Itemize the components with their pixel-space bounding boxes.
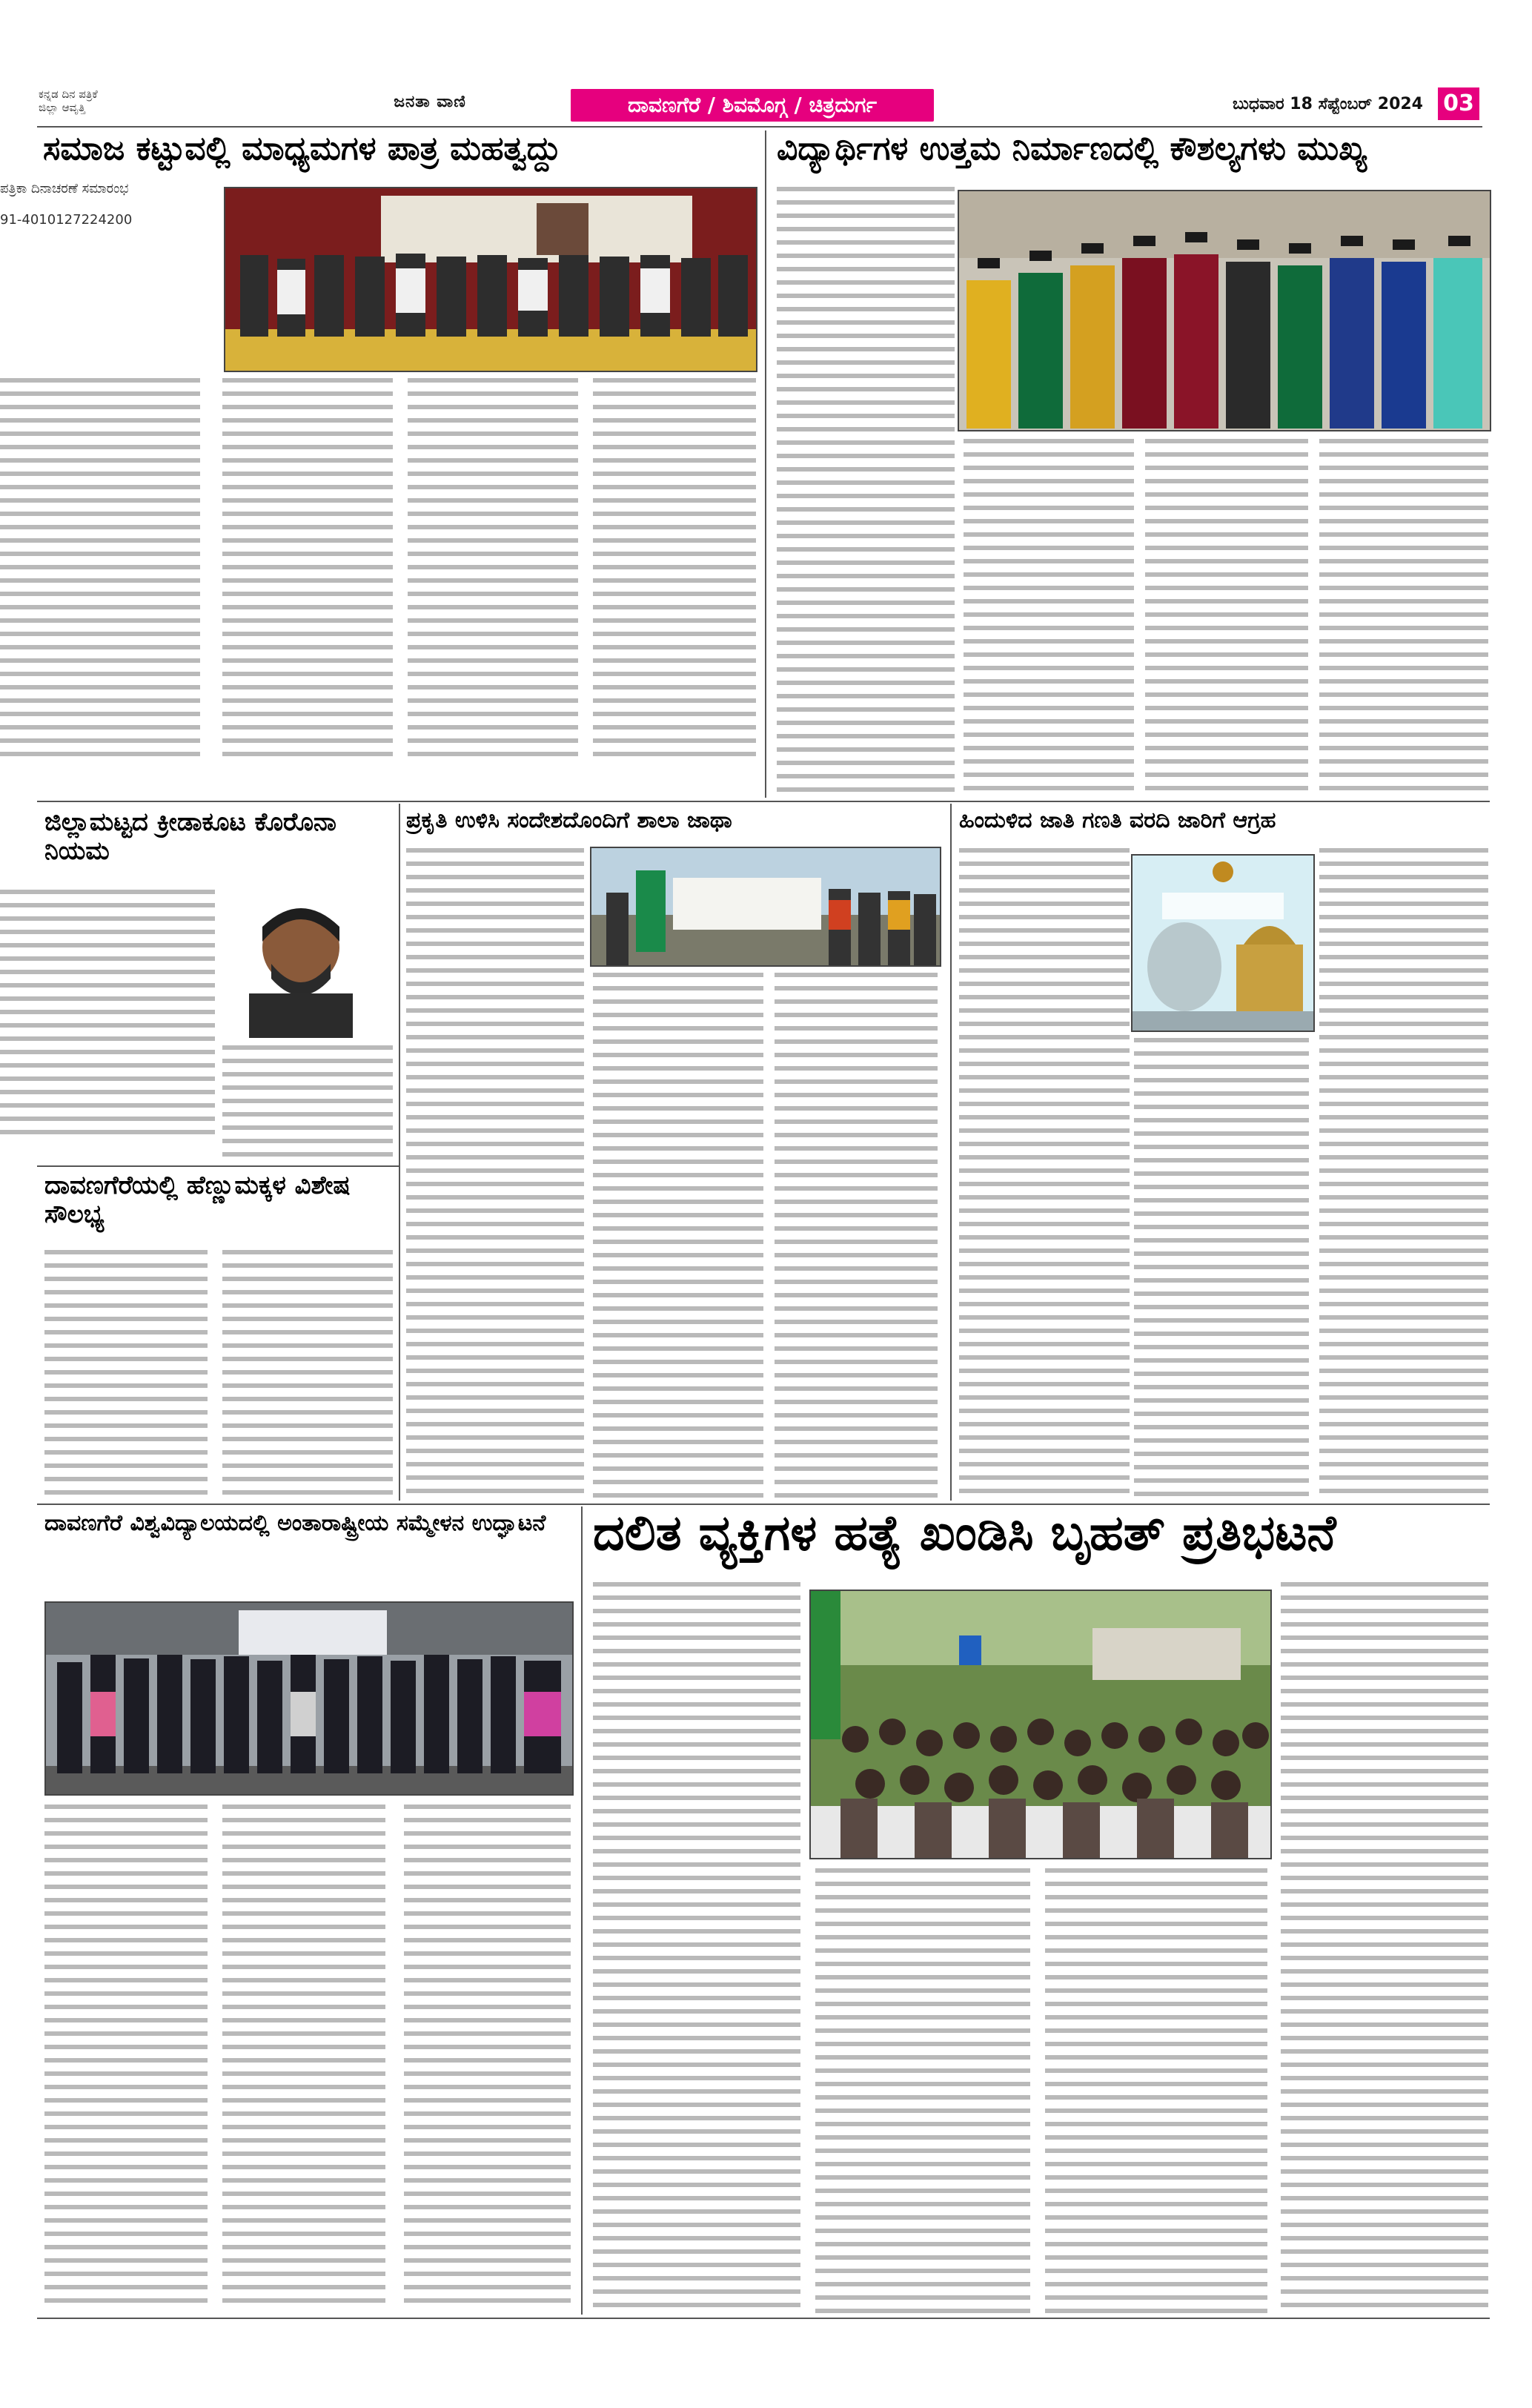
article-bottom-right-headline: ದಲಿತ ವ್ಯಕ್ತಿಗಳ ಹತ್ಯೆ ಖಂಡಿಸಿ ಬೃಹತ್ ಪ್ರತಿಭಟನೆ xyxy=(593,1505,1336,1561)
divider-h-1 xyxy=(37,801,1490,802)
photo-portrait-man xyxy=(227,890,375,1038)
photo-press-event xyxy=(224,187,757,372)
article-top-left-headline: ಸಮಾಜ ಕಟ್ಟುವಲ್ಲಿ ಮಾಧ್ಯಮಗಳ ಪಾತ್ರ ಮಹತ್ವದ್ದು xyxy=(43,130,562,168)
article-mid-right-text-col-1 xyxy=(959,848,1130,1501)
divider-v-top xyxy=(765,130,766,798)
article-top-right-text-col-3 xyxy=(1145,439,1308,795)
masthead-line-2: ಜಿಲ್ಲಾ ಆವೃತ್ತಿ xyxy=(39,101,86,114)
divider-v-mid-2 xyxy=(950,804,952,1501)
newspaper-logo: ಜನತಾ ವಾಣಿ xyxy=(394,92,466,111)
article-mid-right-headline: ಹಿಂದುಳಿದ ಜಾತಿ ಗಣತಿ ವರದಿ ಜಾರಿಗೆ ಆಗ್ರಹ xyxy=(959,808,1276,833)
article-mid-left-headline: ಜಿಲ್ಲಾಮಟ್ಟದ ಕ್ರೀಡಾಕೂಟ ಕೊರೊನಾ ನಿಯಮ xyxy=(44,808,336,867)
footer-rule xyxy=(37,2318,1490,2319)
article-top-right-text-col-1 xyxy=(777,187,955,795)
article-mid-right-text-col-2 xyxy=(1319,848,1488,1501)
article-top-right-text-col-2 xyxy=(964,439,1134,795)
article-top-right-headline: ವಿದ್ಯಾರ್ಥಿಗಳ ಉತ್ತಮ ನಿರ್ಮಾಣದಲ್ಲಿ ಕೌಶಲ್ಯಗಳು ಮುಖ್ಯ xyxy=(777,130,1367,168)
divider-v-bottom xyxy=(581,1506,583,2315)
article-mid-right-text-col-3 xyxy=(1134,1038,1309,1501)
photo-commission-poster xyxy=(1131,854,1315,1032)
article-mid-center-text-col-1 xyxy=(406,848,584,1501)
photo-convocation xyxy=(958,190,1491,431)
page-number: 03 xyxy=(1438,87,1479,120)
section-tag: ದಾವಣಗೆರೆ / ಶಿವಮೊಗ್ಗ / ಚಿತ್ರದುರ್ಗ xyxy=(571,89,934,122)
article-top-left-phone: 91-4010127224200 xyxy=(0,212,215,228)
photo-protest-crowd xyxy=(809,1590,1272,1859)
photo-school-rally xyxy=(590,847,941,967)
article-top-left-text-col-2 xyxy=(222,378,393,756)
article-mid-center-text-col-3 xyxy=(775,973,938,1501)
article-bottom-left-headline: ದಾವಣಗೆರೆ ವಿಶ್ವವಿದ್ಯಾಲಯದಲ್ಲಿ ಅಂತಾರಾಷ್ಟ್ರೀಯ ಸಮ್ಮೇಳನ ಉದ್ಘಾಟನೆ xyxy=(44,1511,546,1536)
article-bottom-left-text-col-2 xyxy=(222,1805,385,2309)
article-bottom-left-text-col-1 xyxy=(44,1805,208,2309)
article-mid-left-text-col-1 xyxy=(0,890,215,1142)
article-top-left-text-col-1 xyxy=(0,378,200,756)
article-bottom-right-text-col-3 xyxy=(815,1868,1030,2316)
masthead-line-1: ಕನ್ನಡ ದಿನ ಪತ್ರಿಕೆ xyxy=(39,87,98,101)
article-mid-center-text-col-2 xyxy=(593,973,763,1501)
article-top-right-text-col-4 xyxy=(1319,439,1488,795)
article-bottom-right-text-col-2 xyxy=(1281,1582,1488,2316)
article-top-left-text-col-4 xyxy=(593,378,756,756)
article-mid-left-2-text-col-2 xyxy=(222,1250,393,1501)
article-mid-left-2-headline: ದಾವಣಗೆರೆಯಲ್ಲಿ ಹೆಣ್ಣುಮಕ್ಕಳ ವಿಶೇಷ ಸೌಲಭ್ಯ xyxy=(44,1171,351,1230)
article-top-left-byline: ಪತ್ರಿಕಾ ದಿನಾಚರಣೆ ಸಮಾರಂಭ xyxy=(0,181,215,197)
article-top-left-text-col-3 xyxy=(408,378,578,756)
divider-h-mid-left xyxy=(37,1165,399,1167)
photo-conference-group xyxy=(44,1601,574,1796)
article-mid-left-2-text-col-1 xyxy=(44,1250,208,1501)
divider-v-mid-1 xyxy=(399,804,400,1501)
article-mid-center-headline: ಪ್ರಕೃತಿ ಉಳಿಸಿ ಸಂದೇಶದೊಂದಿಗೆ ಶಾಲಾ ಜಾಥಾ xyxy=(406,808,732,833)
article-bottom-right-text-col-1 xyxy=(593,1582,800,2316)
article-mid-left-text-col-2 xyxy=(222,1045,393,1164)
article-bottom-right-text-col-4 xyxy=(1045,1868,1267,2316)
article-bottom-left-text-col-3 xyxy=(404,1805,571,2309)
masthead-top-lines xyxy=(39,87,291,114)
masthead-rule xyxy=(37,126,1482,128)
issue-date: ಬುಧವಾರ 18 ಸೆಪ್ಟೆಂಬರ್ 2024 xyxy=(1233,95,1423,113)
